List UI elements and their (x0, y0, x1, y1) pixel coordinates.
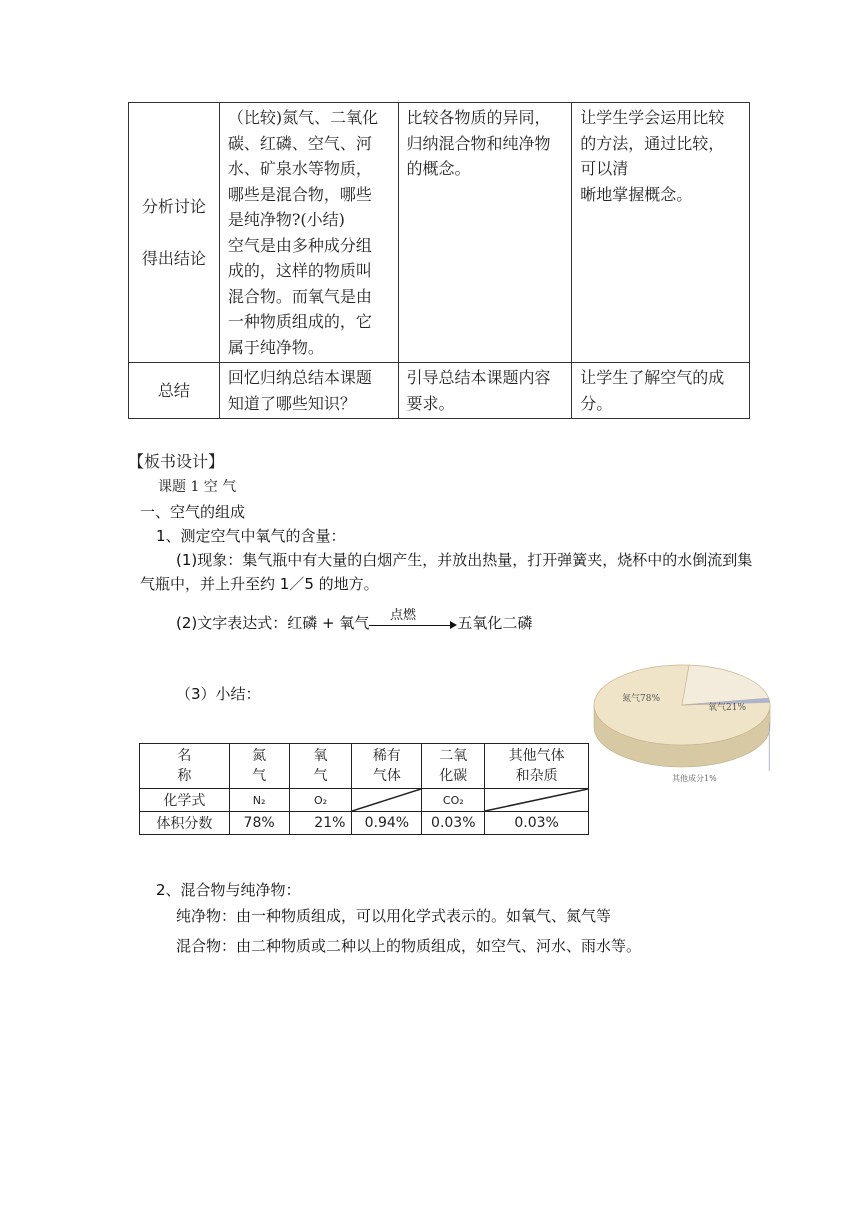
header-line: 气 (252, 768, 267, 784)
student-activity-cell (219, 103, 398, 363)
purpose-cell (572, 103, 750, 363)
formula-cell-blank (485, 789, 589, 812)
cell-line: 是纯净物?(小结) (227, 210, 345, 229)
stage-line: 分析讨论 (141, 197, 206, 216)
equation-prefix: (2)文字表达式： (176, 614, 288, 632)
header-cell (485, 744, 589, 789)
volume-row (140, 812, 589, 835)
formula-cell: CO₂ (422, 789, 485, 812)
diagonal-line (485, 789, 588, 811)
cell-line: 可以清 (580, 159, 629, 178)
lesson-title: 课题 1 空 气 (158, 479, 237, 495)
pure-substance-definition: 纯净物：由一种物质组成，可以用化学式表示的。如氧气、氮气等 (176, 907, 612, 925)
volume-cell: 0.03% (422, 812, 485, 835)
header-cell (140, 744, 230, 789)
cell-line: 的概念。 (406, 159, 471, 178)
reactant-phosphorus: 红磷 (287, 614, 318, 632)
observation-text (140, 548, 780, 596)
observation-line: (1)现象：集气瓶中有大量的白烟产生，并放出热量，打开弹簧夹，烧杯中的水倒流到集 (176, 551, 753, 569)
observation-line: 气瓶中，并上升至约 1／5 的地方。 (140, 575, 379, 593)
cell-line: 晰地掌握概念。 (580, 184, 693, 204)
formula-cell: O₂ (289, 789, 352, 812)
volume-cell: 0.94% (352, 812, 422, 835)
cell-line: 比较各物质的异同， (406, 108, 551, 127)
pie-label-oxygen: 氧气21% (708, 703, 747, 713)
header-line: 称 (177, 768, 192, 784)
cell-line: 知道了哪些知识？ (227, 393, 356, 413)
cell-line: （比较)氮气、二氧化 (227, 108, 379, 127)
cell-line: 碳、红磷、空气、河 (227, 133, 372, 153)
section-mixture-pure: 2、混合物与纯净物： (156, 881, 301, 899)
cell-line: 空气是由多种成分组 (227, 235, 372, 255)
cell-line: 回忆归纳总结本课题 (227, 368, 372, 387)
cell-line: 分。 (580, 393, 613, 413)
cell-line: 引导总结本课题内容 (406, 368, 551, 387)
row-label: 化学式 (140, 789, 230, 812)
header-line: 二氧 (439, 748, 468, 764)
mixture-definition: 混合物：由二种物质或二种以上的物质组成，如空气、河水、雨水等。 (176, 937, 642, 955)
cell-line: 哪些是混合物，哪些 (227, 184, 372, 204)
header-cell (289, 744, 352, 789)
subsection-oxygen-content: 1、测定空气中氧气的含量： (156, 527, 346, 545)
cell-line: 归纳混合物和纯净物 (406, 133, 551, 153)
cell-line: 属于纯净物。 (227, 337, 324, 357)
header-line: 名 (177, 748, 192, 764)
plus-sign: + (322, 614, 335, 632)
cell-line: 的方法，通过比较， (580, 133, 725, 153)
stage-line: 得出结论 (141, 248, 206, 268)
composition-header-row (140, 744, 589, 789)
air-composition-pie-chart (590, 655, 790, 795)
row-label: 体积分数 (140, 812, 230, 835)
cell-line: 要求。 (406, 393, 455, 413)
header-line: 稀有 (372, 748, 401, 764)
cell-line: 水、矿泉水等物质， (227, 159, 372, 178)
formula-row (140, 789, 589, 812)
teacher-activity-cell (398, 363, 572, 419)
header-cell (352, 744, 422, 789)
lesson-row-discussion (129, 103, 750, 363)
word-equation (176, 608, 533, 633)
header-line: 其他气体 (508, 748, 565, 764)
header-line: 氧 (313, 748, 328, 764)
reaction-condition: 点燃 (390, 608, 417, 623)
pie-label-nitrogen: 氮气78% (622, 694, 661, 704)
header-line: 气 (313, 768, 328, 784)
cell-line: 成的，这样的物质叫 (227, 261, 372, 280)
stage-cell (129, 363, 220, 419)
header-line: 化碳 (439, 768, 468, 784)
header-line: 氮 (252, 748, 267, 764)
section-composition: 一、空气的组成 (140, 503, 246, 521)
stage-cell (129, 103, 220, 363)
product: 五氧化二磷 (457, 614, 533, 632)
formula-cell: N₂ (229, 789, 289, 812)
pie-label-other: 其他成分1% (672, 774, 717, 783)
volume-cell: 21% (289, 812, 352, 835)
reactant-oxygen: 氧气 (339, 614, 370, 632)
summary-label: （3）小结： (176, 685, 261, 703)
lesson-table (128, 102, 750, 419)
header-cell (422, 744, 485, 789)
cell-line: 混合物。而氧气是由 (227, 286, 372, 306)
diagonal-line (352, 789, 421, 811)
volume-cell: 0.03% (485, 812, 589, 835)
lesson-row-summary (129, 363, 750, 419)
cell-line: 一种物质组成的，它 (227, 312, 372, 331)
purpose-cell (572, 363, 750, 419)
header-cell (229, 744, 289, 789)
formula-cell-blank (352, 789, 422, 812)
cell-line: 让学生了解空气的成 (580, 368, 725, 387)
header-line: 气体 (372, 768, 401, 784)
stage-line: 总结 (157, 380, 190, 400)
header-line: 和杂质 (515, 768, 558, 784)
board-heading: 【板书设计】 (128, 452, 225, 471)
cell-line: 让学生学会运用比较 (580, 108, 725, 127)
student-activity-cell (219, 363, 398, 419)
volume-cell: 78% (229, 812, 289, 835)
composition-table (139, 743, 589, 835)
teacher-activity-cell (398, 103, 572, 363)
